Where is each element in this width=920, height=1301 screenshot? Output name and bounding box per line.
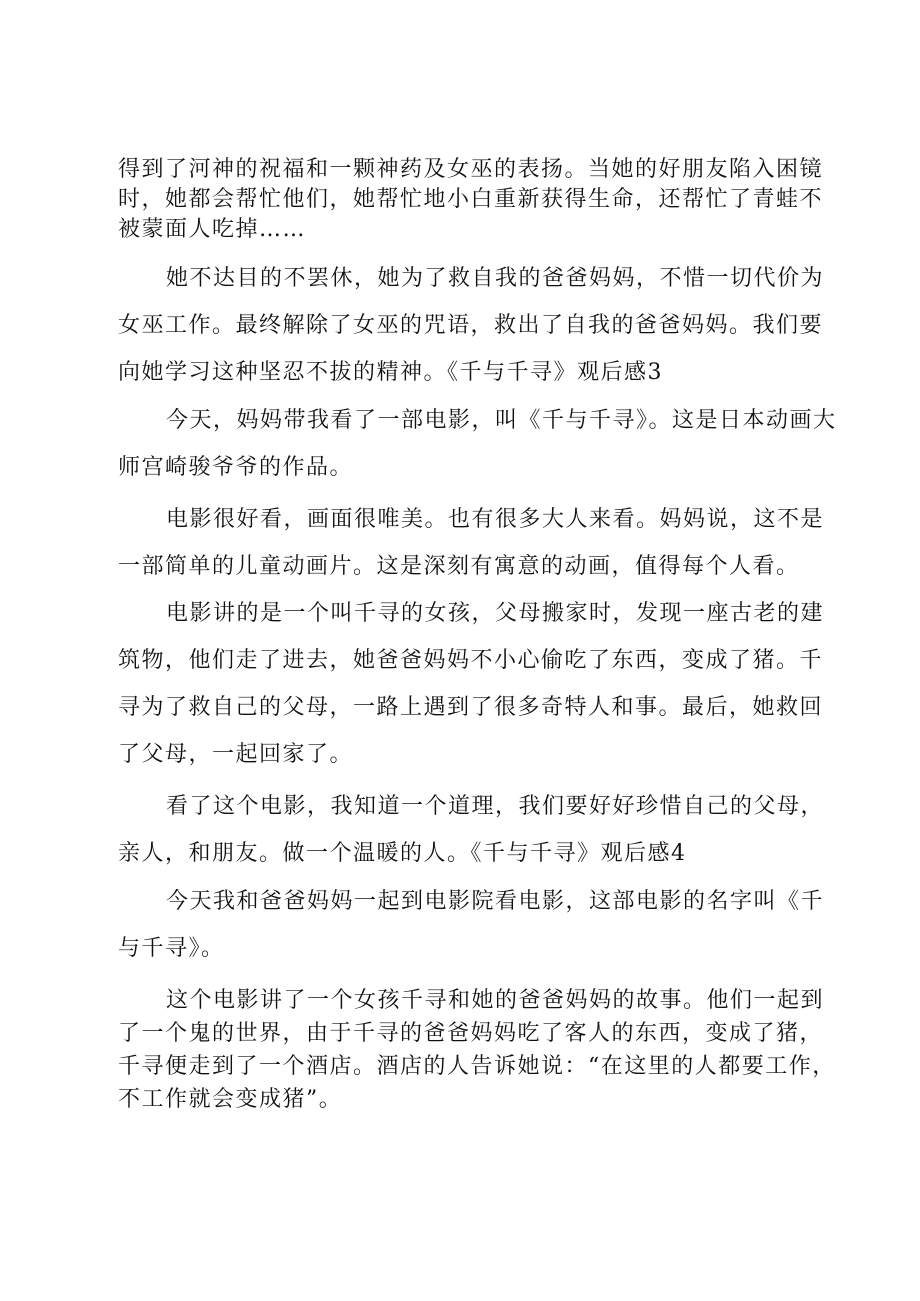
paragraph-3: 今天，妈妈带我看了一部电影，叫《千与千寻》。这是日本动画大师宫崎骏爷爷的作品。 <box>118 408 837 480</box>
paragraph-8: 这个电影讲了一个女孩千寻和她的爸爸妈妈的故事。他们一起到了一个鬼的世界，由于千寻的爸爸妈妈吃了客人的东西，变成了猪，千寻便走到了一个酒店。酒店的人告诉她说：“在这里的人都要工作，不工作就会变成猪”。 <box>118 988 836 1112</box>
paragraph-4: 电影很好看，画面很唯美。也有很多大人来看。妈妈说，这不是一部简单的儿童动画片。这是深刻有寓意的动画，值得每个人看。 <box>118 507 825 579</box>
paragraph-2: 她不达目的不罢休，她为了救自我的爸爸妈妈，不惜一切代价为女巫工作。最终解除了女巫的咒语，救出了自我的爸爸妈妈。我们要向她学习这种坚忍不拔的精神。《千与千寻》观后感3 <box>118 266 825 385</box>
paragraph-6: 看了这个电影，我知道一个道理，我们要好好珍惜自己的父母，亲人，和朋友。做一个温暖的人。《千与千寻》观后感4 <box>118 794 825 866</box>
paragraph-1: 得到了河神的祝福和一颗神药及女巫的表扬。当她的好朋友陷入困镜时，她都会帮忙他们，她帮忙地小白重新获得生命，还帮忙了青蛙不被蒙面人吃掉…… <box>118 157 824 242</box>
paragraph-5: 电影讲的是一个叫千寻的女孩，父母搬家时，发现一座古老的建筑物，他们走了进去，她爸爸妈妈不小心偷吃了东西，变成了猪。千寻为了救自己的父母，一路上遇到了很多奇特人和事。最后，她救回了父母，一起回家了。 <box>118 601 825 767</box>
paragraph-7: 今天我和爸爸妈妈一起到电影院看电影，这部电影的名字叫《千与千寻》。 <box>118 889 825 961</box>
